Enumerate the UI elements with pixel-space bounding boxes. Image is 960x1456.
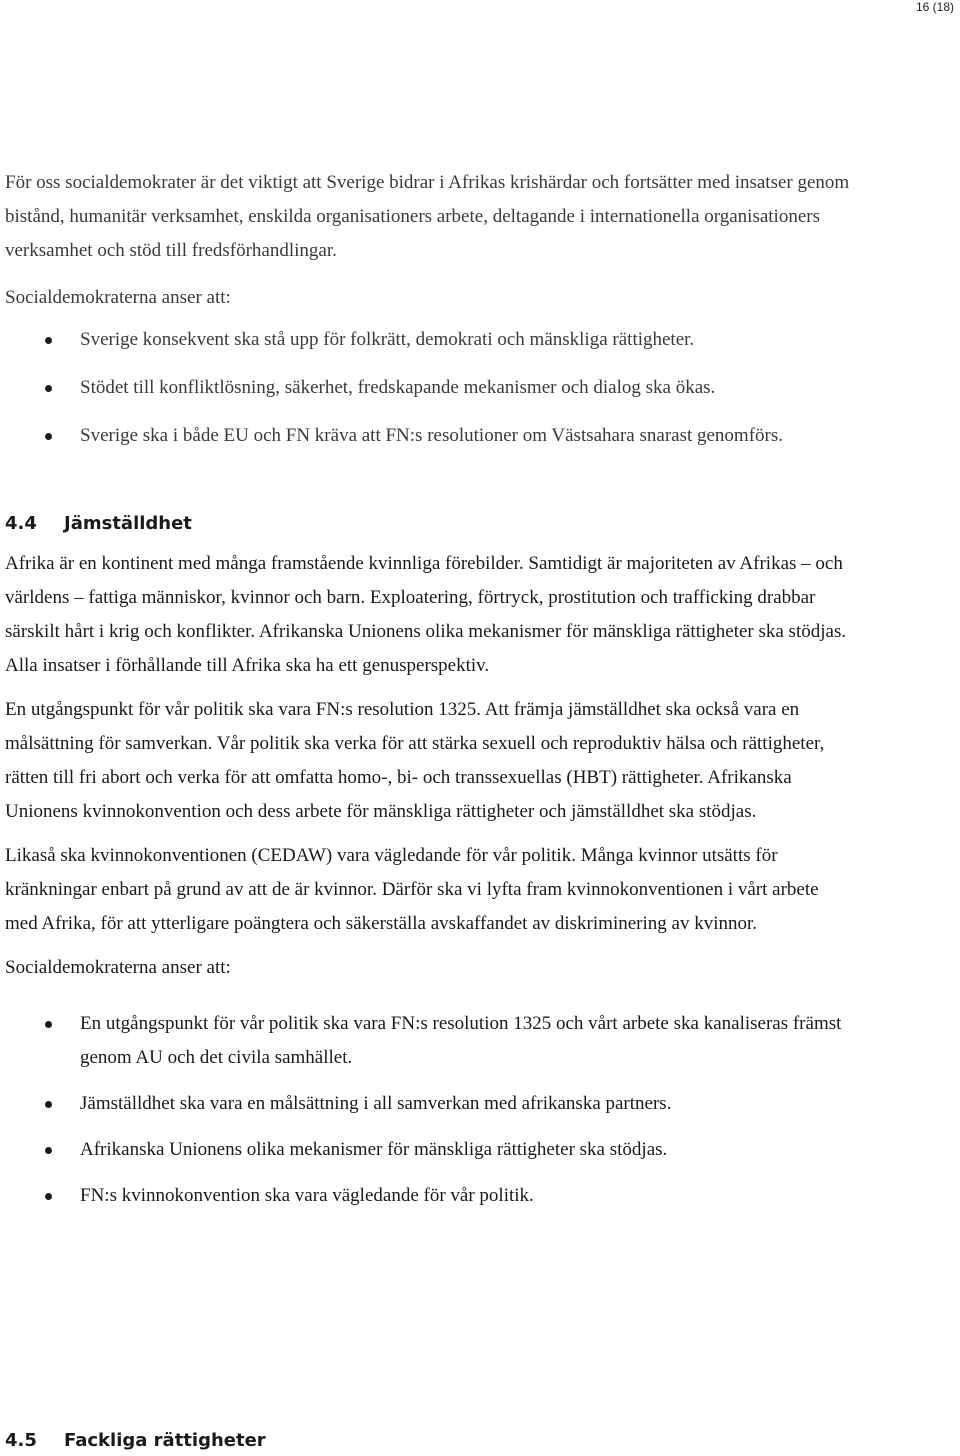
list-item: Sverige konsekvent ska stå upp för folkrätt, demokrati och mänskliga rättigheter. [5, 323, 855, 357]
list-item: FN:s kvinnokonvention ska vara vägledande för vår politik. [5, 1179, 855, 1213]
section-paragraph: Likaså ska kvinnokonventionen (CEDAW) vara vägledande för vår politik. Många kvinnor utsätts för kränkningar enbart på grund av att de är kvinnor. Därför ska vi lyfta fram kvinnokonventionen i vårt arbete med Afrika, för att ytterligare poängtera och säkerställa avskaffandet av diskriminering av kvinnor. [5, 845, 819, 934]
intro-paragraph: För oss socialdemokrater är det viktigt att Sverige bidrar i Afrikas krishärdar och fortsätter med insatser genom bistånd, humanitär verksamhet, enskilda organisationers arbete, deltagande i internationella organisationers verksamhet och stöd till fredsförhandlingar. [5, 172, 850, 261]
bullet-list [5, 1007, 855, 1213]
anser-label: Socialdemokraterna anser att: [5, 287, 231, 308]
section-heading [5, 1426, 266, 1456]
list-item: Sverige ska i både EU och FN kräva att FN:s resolutioner om Västsahara snarast genomförs. [5, 419, 855, 453]
bullet-list [5, 323, 855, 453]
section-heading [5, 507, 855, 541]
list-item: Stödet till konfliktlösning, säkerhet, fredskapande mekanismer och dialog ska ökas. [5, 371, 855, 405]
list-item: Jämställdhet ska vara en målsättning i all samverkan med afrikanska partners. [5, 1087, 855, 1121]
section-number: 4.5 [5, 1430, 37, 1451]
anser-label: Socialdemokraterna anser att: [5, 957, 231, 978]
section-number: 4.4 [5, 513, 37, 534]
document-body [5, 166, 855, 1213]
section-title: Fackliga rättigheter [64, 1430, 266, 1451]
section-title: Jämställdhet [64, 513, 192, 534]
section-paragraph: En utgångspunkt för vår politik ska vara FN:s resolution 1325. Att främja jämställdhet ska också vara en målsättning för samverkan. Vår politik ska verka för att stärka sexuell och reproduktiv hälsa och rättigheter, rätten till fri abort och verka för att omfatta homo-, bi- och transsexuellas (HBT) rättigheter. Afrikanska Unionens kvinnokonvention och dess arbete för mänskliga rättigheter och jämställdhet ska stödjas. [5, 699, 825, 822]
page-number: 16 (18) [915, 0, 954, 14]
section-paragraph: Afrika är en kontinent med många framstående kvinnliga förebilder. Samtidigt är majoriteten av Afrikas – och världens – fattiga människor, kvinnor och barn. Exploatering, förtryck, prostitution och trafficking drabbar särskilt hårt i krig och konflikter. Afrikanska Unionens olika mekanismer för mänskliga rättigheter ska stödjas. Alla insatser i förhållande till Afrika ska ha ett genusperspektiv. [5, 553, 847, 676]
list-item: Afrikanska Unionens olika mekanismer för mänskliga rättigheter ska stödjas. [5, 1133, 855, 1167]
list-item: En utgångspunkt för vår politik ska vara FN:s resolution 1325 och vårt arbete ska kanaliseras främst genom AU och det civila samhället. [5, 1007, 855, 1075]
